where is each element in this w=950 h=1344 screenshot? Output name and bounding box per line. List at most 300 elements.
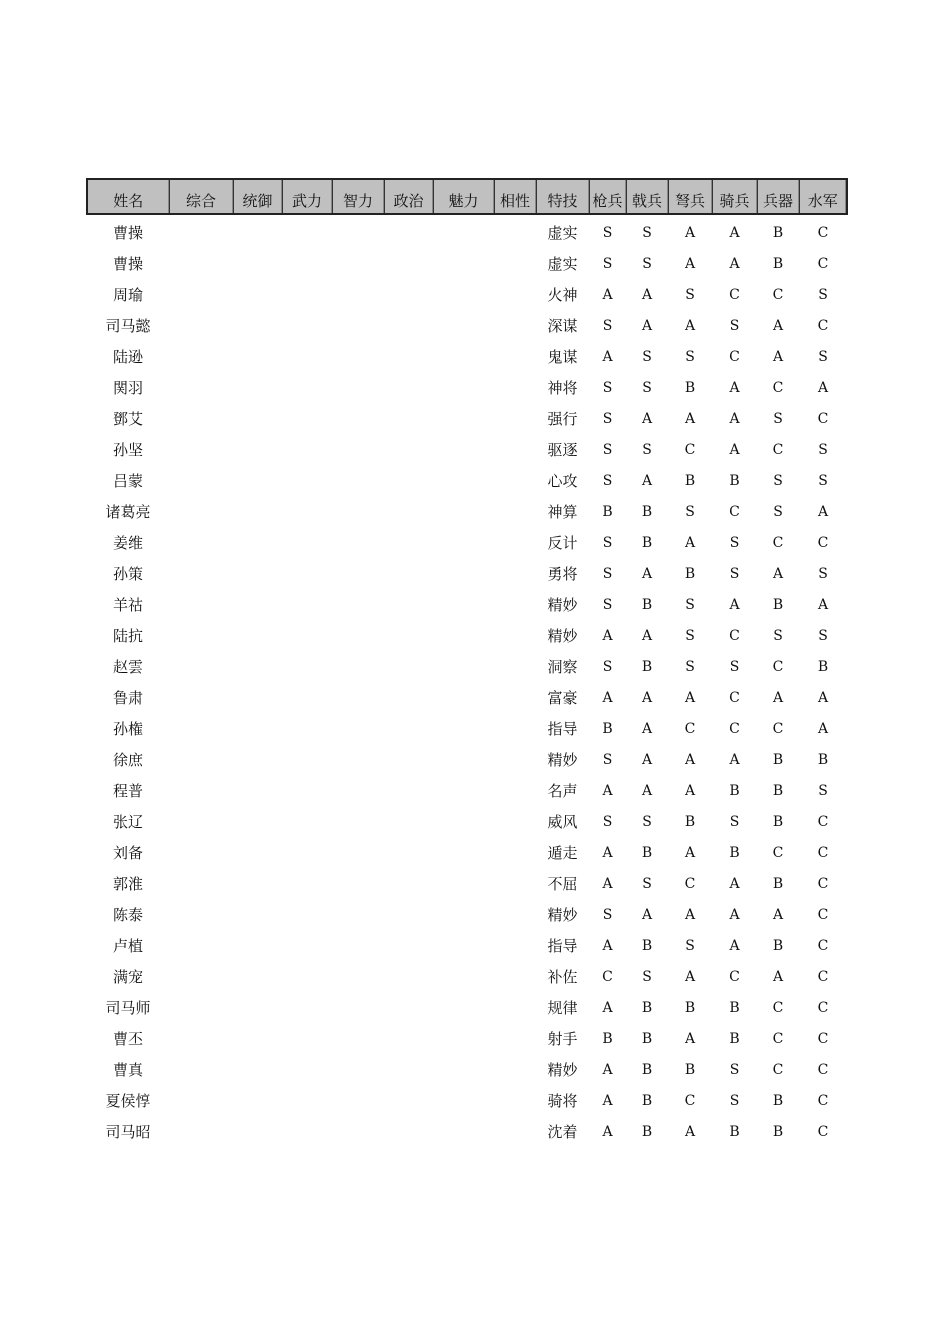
cell-overall <box>169 837 233 868</box>
cell-intelligence <box>332 589 384 620</box>
table-row <box>87 899 847 930</box>
cell-overall <box>169 341 233 372</box>
cell-spear: S <box>602 255 613 272</box>
cell-crossbow: B <box>684 999 696 1016</box>
cell-charisma <box>433 403 494 434</box>
table-row <box>87 403 847 434</box>
cell-spear: S <box>602 410 613 427</box>
cell-cavalry: C <box>729 503 740 520</box>
cell-intelligence <box>332 682 384 713</box>
cell-spear: S <box>602 472 613 489</box>
cell-halberd: B <box>641 937 653 954</box>
cell-navy: B <box>817 751 829 768</box>
cell-siege: B <box>772 813 784 830</box>
cell-intelligence <box>332 434 384 465</box>
cell-intelligence <box>332 372 384 403</box>
cell-siege: C <box>772 534 784 551</box>
cell-charisma <box>433 992 494 1023</box>
cell-overall <box>169 620 233 651</box>
cell-affinity <box>494 1116 536 1147</box>
cell-strength <box>282 527 332 558</box>
cell-spear: S <box>602 441 613 458</box>
cell-siege: C <box>772 441 784 458</box>
cell-crossbow: A <box>684 1030 696 1047</box>
general-stats-sheet <box>86 178 846 1147</box>
cell-spear: A <box>602 1123 613 1140</box>
cell-spear: A <box>602 1061 613 1078</box>
cell-charisma <box>433 527 494 558</box>
cell-command <box>233 341 282 372</box>
cell-cavalry: C <box>729 689 740 706</box>
cell-skill: 威风 <box>547 813 578 831</box>
cell-politics <box>384 248 433 279</box>
cell-halberd: S <box>642 875 652 892</box>
cell-politics <box>384 713 433 744</box>
cell-cavalry: B <box>729 844 740 861</box>
cell-spear: C <box>602 968 613 985</box>
cell-halberd: S <box>642 224 652 241</box>
column-header-cavalry: 骑兵 <box>712 179 757 214</box>
cell-charisma <box>433 930 494 961</box>
cell-crossbow: A <box>684 968 696 985</box>
cell-affinity <box>494 248 536 279</box>
cell-cavalry: C <box>729 720 740 737</box>
cell-overall <box>169 868 233 899</box>
cell-halberd: S <box>642 348 652 365</box>
cell-halberd: S <box>642 968 652 985</box>
cell-crossbow: B <box>684 472 696 489</box>
cell-overall <box>169 372 233 403</box>
cell-siege: S <box>773 410 783 427</box>
cell-overall <box>169 682 233 713</box>
cell-overall <box>169 713 233 744</box>
cell-command <box>233 713 282 744</box>
cell-charisma <box>433 465 494 496</box>
cell-halberd: B <box>641 999 653 1016</box>
cell-crossbow: A <box>684 410 696 427</box>
cell-overall <box>169 248 233 279</box>
table-row <box>87 620 847 651</box>
cell-halberd: A <box>641 906 653 923</box>
cell-command <box>233 899 282 930</box>
cell-navy: C <box>817 1123 829 1140</box>
cell-affinity <box>494 899 536 930</box>
cell-skill: 射手 <box>547 1030 578 1048</box>
cell-charisma <box>433 279 494 310</box>
cell-navy: S <box>818 472 828 489</box>
table-row <box>87 527 847 558</box>
cell-politics <box>384 465 433 496</box>
cell-command <box>233 930 282 961</box>
table-row <box>87 961 847 992</box>
cell-name: 曹操 <box>112 255 143 273</box>
cell-charisma <box>433 496 494 527</box>
cell-spear: S <box>602 317 613 334</box>
cell-crossbow: B <box>684 813 696 830</box>
cell-crossbow: A <box>684 255 696 272</box>
column-header-halberd: 戟兵 <box>626 179 668 214</box>
cell-siege: C <box>772 1030 784 1047</box>
cell-strength <box>282 899 332 930</box>
cell-strength <box>282 1023 332 1054</box>
cell-charisma <box>433 806 494 837</box>
cell-siege: A <box>772 689 784 706</box>
cell-affinity <box>494 589 536 620</box>
table-row <box>87 1054 847 1085</box>
cell-spear: S <box>602 906 613 923</box>
cell-intelligence <box>332 961 384 992</box>
cell-crossbow: S <box>685 596 695 613</box>
cell-command <box>233 1116 282 1147</box>
cell-strength <box>282 341 332 372</box>
cell-command <box>233 1054 282 1085</box>
cell-skill: 反计 <box>547 534 578 552</box>
cell-crossbow: A <box>684 844 696 861</box>
cell-halberd: A <box>641 472 653 489</box>
cell-name: 羊祜 <box>112 596 143 614</box>
cell-affinity <box>494 558 536 589</box>
cell-cavalry: B <box>729 782 740 799</box>
cell-siege: C <box>772 658 784 675</box>
cell-cavalry: C <box>729 627 740 644</box>
cell-navy: C <box>817 844 829 861</box>
cell-halberd: B <box>641 1123 653 1140</box>
cell-command <box>233 775 282 806</box>
column-header-skill: 特技 <box>536 179 589 214</box>
column-header-crossbow: 弩兵 <box>668 179 712 214</box>
cell-command <box>233 248 282 279</box>
cell-skill: 补佐 <box>547 968 578 986</box>
cell-intelligence <box>332 651 384 682</box>
cell-crossbow: A <box>684 751 696 768</box>
cell-affinity <box>494 620 536 651</box>
cell-command <box>233 806 282 837</box>
cell-affinity <box>494 403 536 434</box>
cell-navy: S <box>818 348 828 365</box>
cell-skill: 勇将 <box>547 565 578 583</box>
table-row <box>87 837 847 868</box>
cell-name: 郭淮 <box>112 875 143 893</box>
cell-intelligence <box>332 1116 384 1147</box>
cell-skill: 精妙 <box>547 751 578 769</box>
cell-strength <box>282 992 332 1023</box>
cell-intelligence <box>332 496 384 527</box>
cell-charisma <box>433 341 494 372</box>
table-row <box>87 868 847 899</box>
cell-siege: B <box>772 1092 784 1109</box>
cell-navy: B <box>817 658 829 675</box>
cell-name: 卢植 <box>112 937 143 955</box>
cell-halberd: B <box>641 503 653 520</box>
general-stats-table <box>86 178 848 1147</box>
cell-name: 周瑜 <box>112 286 143 304</box>
cell-intelligence <box>332 465 384 496</box>
cell-skill: 强行 <box>547 410 578 428</box>
table-row <box>87 465 847 496</box>
table-row <box>87 930 847 961</box>
cell-crossbow: B <box>684 1061 696 1078</box>
cell-spear: B <box>602 503 613 520</box>
cell-strength <box>282 651 332 682</box>
cell-charisma <box>433 310 494 341</box>
cell-intelligence <box>332 214 384 248</box>
cell-spear: A <box>602 844 613 861</box>
cell-politics <box>384 837 433 868</box>
cell-siege: B <box>772 224 784 241</box>
cell-navy: S <box>818 565 828 582</box>
cell-intelligence <box>332 527 384 558</box>
cell-spear: A <box>602 286 613 303</box>
cell-strength <box>282 713 332 744</box>
cell-overall <box>169 651 233 682</box>
cell-intelligence <box>332 341 384 372</box>
cell-navy: A <box>817 379 829 396</box>
cell-command <box>233 868 282 899</box>
cell-cavalry: C <box>729 286 740 303</box>
cell-skill: 骑将 <box>547 1092 578 1110</box>
cell-command <box>233 1023 282 1054</box>
cell-politics <box>384 868 433 899</box>
column-header-overall: 综合 <box>169 179 233 214</box>
cell-strength <box>282 310 332 341</box>
cell-cavalry: C <box>729 348 740 365</box>
cell-affinity <box>494 1054 536 1085</box>
cell-strength <box>282 558 332 589</box>
column-header-spear: 枪兵 <box>589 179 626 214</box>
cell-strength <box>282 279 332 310</box>
cell-navy: C <box>817 1092 829 1109</box>
cell-name: 赵雲 <box>112 658 143 676</box>
cell-politics <box>384 310 433 341</box>
cell-politics <box>384 1023 433 1054</box>
cell-skill: 精妙 <box>547 1061 578 1079</box>
cell-politics <box>384 527 433 558</box>
cell-affinity <box>494 279 536 310</box>
cell-strength <box>282 496 332 527</box>
cell-overall <box>169 992 233 1023</box>
cell-siege: B <box>772 255 784 272</box>
cell-name: 满宠 <box>112 968 143 986</box>
cell-siege: C <box>772 1061 784 1078</box>
cell-charisma <box>433 837 494 868</box>
cell-affinity <box>494 496 536 527</box>
cell-halberd: A <box>641 751 653 768</box>
table-row <box>87 744 847 775</box>
cell-affinity <box>494 1023 536 1054</box>
cell-name: 司马懿 <box>105 317 151 335</box>
cell-intelligence <box>332 620 384 651</box>
cell-name: 诸葛亮 <box>105 503 151 521</box>
cell-navy: A <box>817 503 829 520</box>
cell-charisma <box>433 214 494 248</box>
cell-halberd: S <box>642 379 652 396</box>
cell-charisma <box>433 713 494 744</box>
cell-strength <box>282 214 332 248</box>
cell-affinity <box>494 713 536 744</box>
cell-name: 陆逊 <box>112 348 143 366</box>
cell-affinity <box>494 341 536 372</box>
cell-crossbow: C <box>684 875 696 892</box>
cell-charisma <box>433 961 494 992</box>
table-row <box>87 310 847 341</box>
cell-spear: S <box>602 565 613 582</box>
cell-name: 司马师 <box>105 999 151 1017</box>
cell-name: 関羽 <box>112 379 143 397</box>
cell-spear: A <box>602 999 613 1016</box>
cell-siege: B <box>772 875 784 892</box>
cell-spear: A <box>602 875 613 892</box>
column-header-name: 姓名 <box>87 179 169 214</box>
cell-skill: 虚实 <box>547 224 578 242</box>
cell-siege: B <box>772 937 784 954</box>
cell-spear: S <box>602 596 613 613</box>
cell-cavalry: A <box>729 751 740 768</box>
cell-command <box>233 434 282 465</box>
cell-cavalry: A <box>729 596 740 613</box>
cell-crossbow: S <box>685 937 695 954</box>
cell-command <box>233 992 282 1023</box>
cell-command <box>233 744 282 775</box>
cell-halberd: S <box>642 813 652 830</box>
cell-siege: S <box>773 627 783 644</box>
cell-halberd: S <box>642 441 652 458</box>
cell-skill: 富豪 <box>547 689 578 707</box>
cell-affinity <box>494 806 536 837</box>
cell-strength <box>282 744 332 775</box>
cell-strength <box>282 930 332 961</box>
table-row <box>87 651 847 682</box>
cell-overall <box>169 589 233 620</box>
cell-skill: 鬼谋 <box>547 348 578 366</box>
cell-politics <box>384 403 433 434</box>
table-row <box>87 1085 847 1116</box>
cell-politics <box>384 496 433 527</box>
cell-halberd: B <box>641 1061 653 1078</box>
cell-command <box>233 682 282 713</box>
cell-halberd: B <box>641 596 653 613</box>
cell-spear: A <box>602 348 613 365</box>
cell-command <box>233 372 282 403</box>
cell-spear: S <box>602 534 613 551</box>
cell-skill: 心攻 <box>547 472 578 490</box>
cell-intelligence <box>332 868 384 899</box>
cell-overall <box>169 434 233 465</box>
cell-crossbow: A <box>684 534 696 551</box>
cell-cavalry: A <box>729 410 740 427</box>
cell-charisma <box>433 1116 494 1147</box>
column-header-politics: 政治 <box>384 179 433 214</box>
cell-politics <box>384 1116 433 1147</box>
cell-siege: A <box>772 968 784 985</box>
cell-intelligence <box>332 930 384 961</box>
cell-siege: A <box>772 565 784 582</box>
cell-command <box>233 279 282 310</box>
cell-overall <box>169 930 233 961</box>
cell-charisma <box>433 248 494 279</box>
cell-politics <box>384 1085 433 1116</box>
cell-navy: C <box>817 875 829 892</box>
header-row <box>87 179 847 214</box>
cell-siege: B <box>772 1123 784 1140</box>
cell-politics <box>384 651 433 682</box>
cell-siege: A <box>772 317 784 334</box>
cell-name: 鲁肃 <box>112 689 143 707</box>
cell-skill: 神算 <box>547 503 578 521</box>
cell-politics <box>384 589 433 620</box>
table-row <box>87 992 847 1023</box>
cell-crossbow: S <box>685 658 695 675</box>
cell-overall <box>169 1023 233 1054</box>
column-header-navy: 水军 <box>799 179 847 214</box>
cell-strength <box>282 806 332 837</box>
cell-affinity <box>494 868 536 899</box>
cell-affinity <box>494 527 536 558</box>
cell-cavalry: S <box>729 1061 740 1078</box>
cell-skill: 洞察 <box>547 658 578 676</box>
cell-charisma <box>433 1085 494 1116</box>
cell-overall <box>169 961 233 992</box>
cell-navy: C <box>817 1061 829 1078</box>
cell-affinity <box>494 651 536 682</box>
cell-overall <box>169 403 233 434</box>
cell-affinity <box>494 310 536 341</box>
cell-crossbow: A <box>684 224 696 241</box>
cell-siege: B <box>772 596 784 613</box>
cell-name: 吕蒙 <box>112 472 143 490</box>
cell-crossbow: B <box>684 565 696 582</box>
cell-politics <box>384 620 433 651</box>
cell-crossbow: S <box>685 286 695 303</box>
cell-crossbow: A <box>684 689 696 706</box>
cell-name: 司马昭 <box>105 1123 151 1141</box>
cell-overall <box>169 899 233 930</box>
cell-navy: C <box>817 534 829 551</box>
cell-politics <box>384 992 433 1023</box>
cell-strength <box>282 248 332 279</box>
cell-name: 程普 <box>112 782 143 800</box>
cell-overall <box>169 310 233 341</box>
cell-name: 曹丕 <box>112 1030 143 1048</box>
cell-intelligence <box>332 713 384 744</box>
cell-navy: C <box>817 255 829 272</box>
cell-charisma <box>433 775 494 806</box>
table-body <box>87 214 847 1147</box>
cell-intelligence <box>332 558 384 589</box>
cell-name: 陆抗 <box>112 627 143 645</box>
cell-overall <box>169 279 233 310</box>
cell-strength <box>282 1085 332 1116</box>
cell-crossbow: S <box>685 503 695 520</box>
cell-affinity <box>494 1085 536 1116</box>
cell-siege: S <box>773 472 783 489</box>
table-row <box>87 1116 847 1147</box>
cell-crossbow: C <box>684 1092 696 1109</box>
cell-command <box>233 214 282 248</box>
cell-name: 姜维 <box>112 534 143 552</box>
cell-affinity <box>494 837 536 868</box>
cell-affinity <box>494 775 536 806</box>
table-row <box>87 279 847 310</box>
cell-politics <box>384 214 433 248</box>
cell-charisma <box>433 558 494 589</box>
cell-spear: B <box>602 1030 613 1047</box>
cell-siege: C <box>772 720 784 737</box>
cell-overall <box>169 214 233 248</box>
cell-spear: S <box>602 813 613 830</box>
cell-charisma <box>433 899 494 930</box>
cell-command <box>233 310 282 341</box>
cell-crossbow: A <box>684 782 696 799</box>
